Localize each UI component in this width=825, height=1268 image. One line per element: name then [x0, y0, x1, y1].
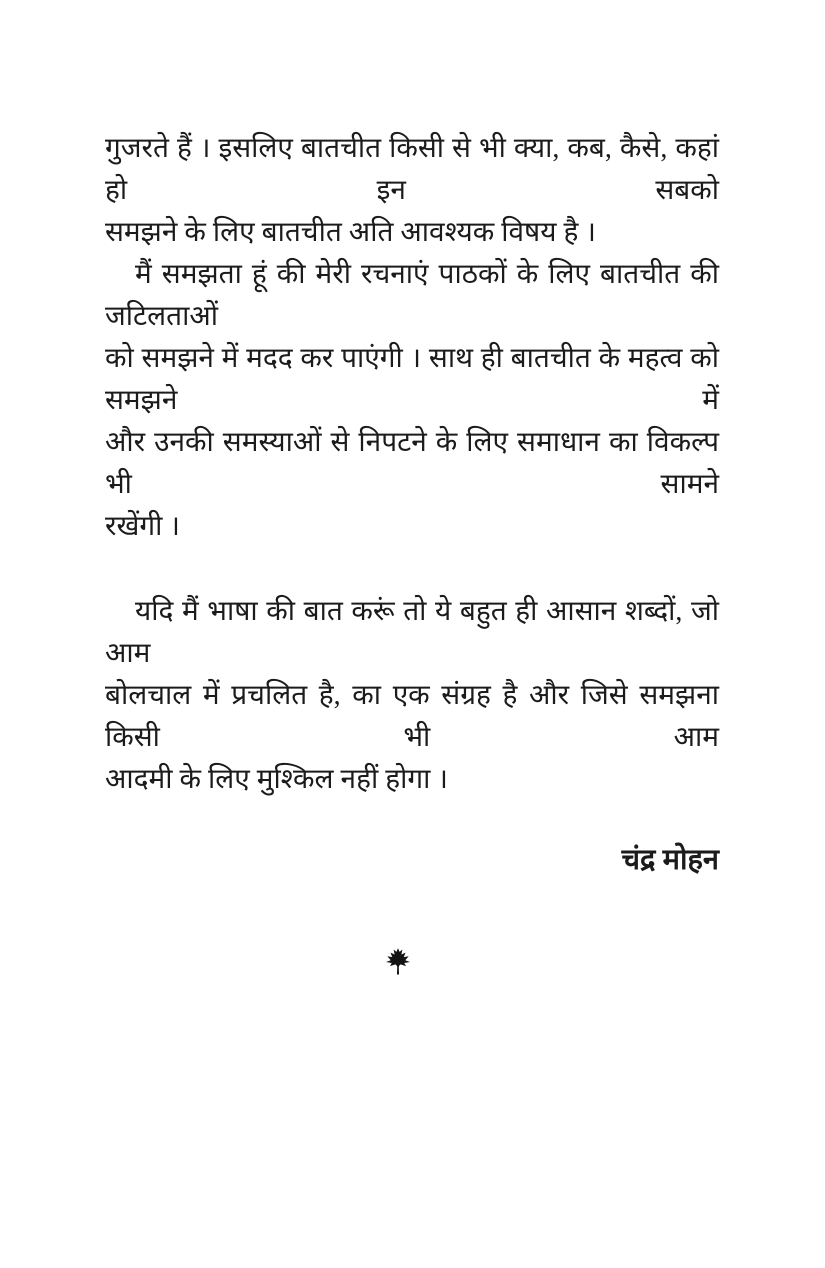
paragraph-2	[105, 254, 719, 548]
paragraph-1-line-2: समझने के लिए बातचीत अति आवश्यक विषय है ।	[105, 217, 596, 248]
ornament-row	[105, 947, 719, 976]
maple-leaf-icon	[385, 947, 411, 976]
paragraph-3	[105, 591, 719, 801]
paragraph-2-line-1: मैं समझता हूं की मेरी रचनाएं पाठकों के लिए बातचीत की जटिलताओं	[105, 259, 719, 332]
paragraph-2-line-3: और उनकी समस्याओं से निपटने के लिए समाधान का विकल्प भी सामने	[105, 427, 719, 500]
paragraph-2-line-2: को समझने में मदद कर पाएंगी । साथ ही बातचीत के महत्व को समझने में	[105, 343, 719, 416]
paragraph-3-line-1: यदि मैं भाषा की बात करूं तो ये बहुत ही आसान शब्दों, जो आम	[105, 596, 719, 669]
paragraph-3-line-2: बोलचाल में प्रचलित है, का एक संग्रह है और जिसे समझना किसी भी आम	[105, 680, 719, 753]
text-block	[105, 128, 719, 976]
author-signature: चंद्र मोहन	[621, 844, 719, 876]
paragraph-2-line-4: रखेंगी ।	[105, 511, 180, 542]
paragraph-3-line-3: आदमी के लिए मुश्किल नहीं होगा ।	[105, 764, 448, 795]
paragraph-1-line-1: गुजरते हैं । इसलिए बातचीत किसी से भी क्या, कब, कैसे, कहां हो इन सबको	[105, 133, 719, 206]
paragraph-1	[105, 128, 719, 254]
